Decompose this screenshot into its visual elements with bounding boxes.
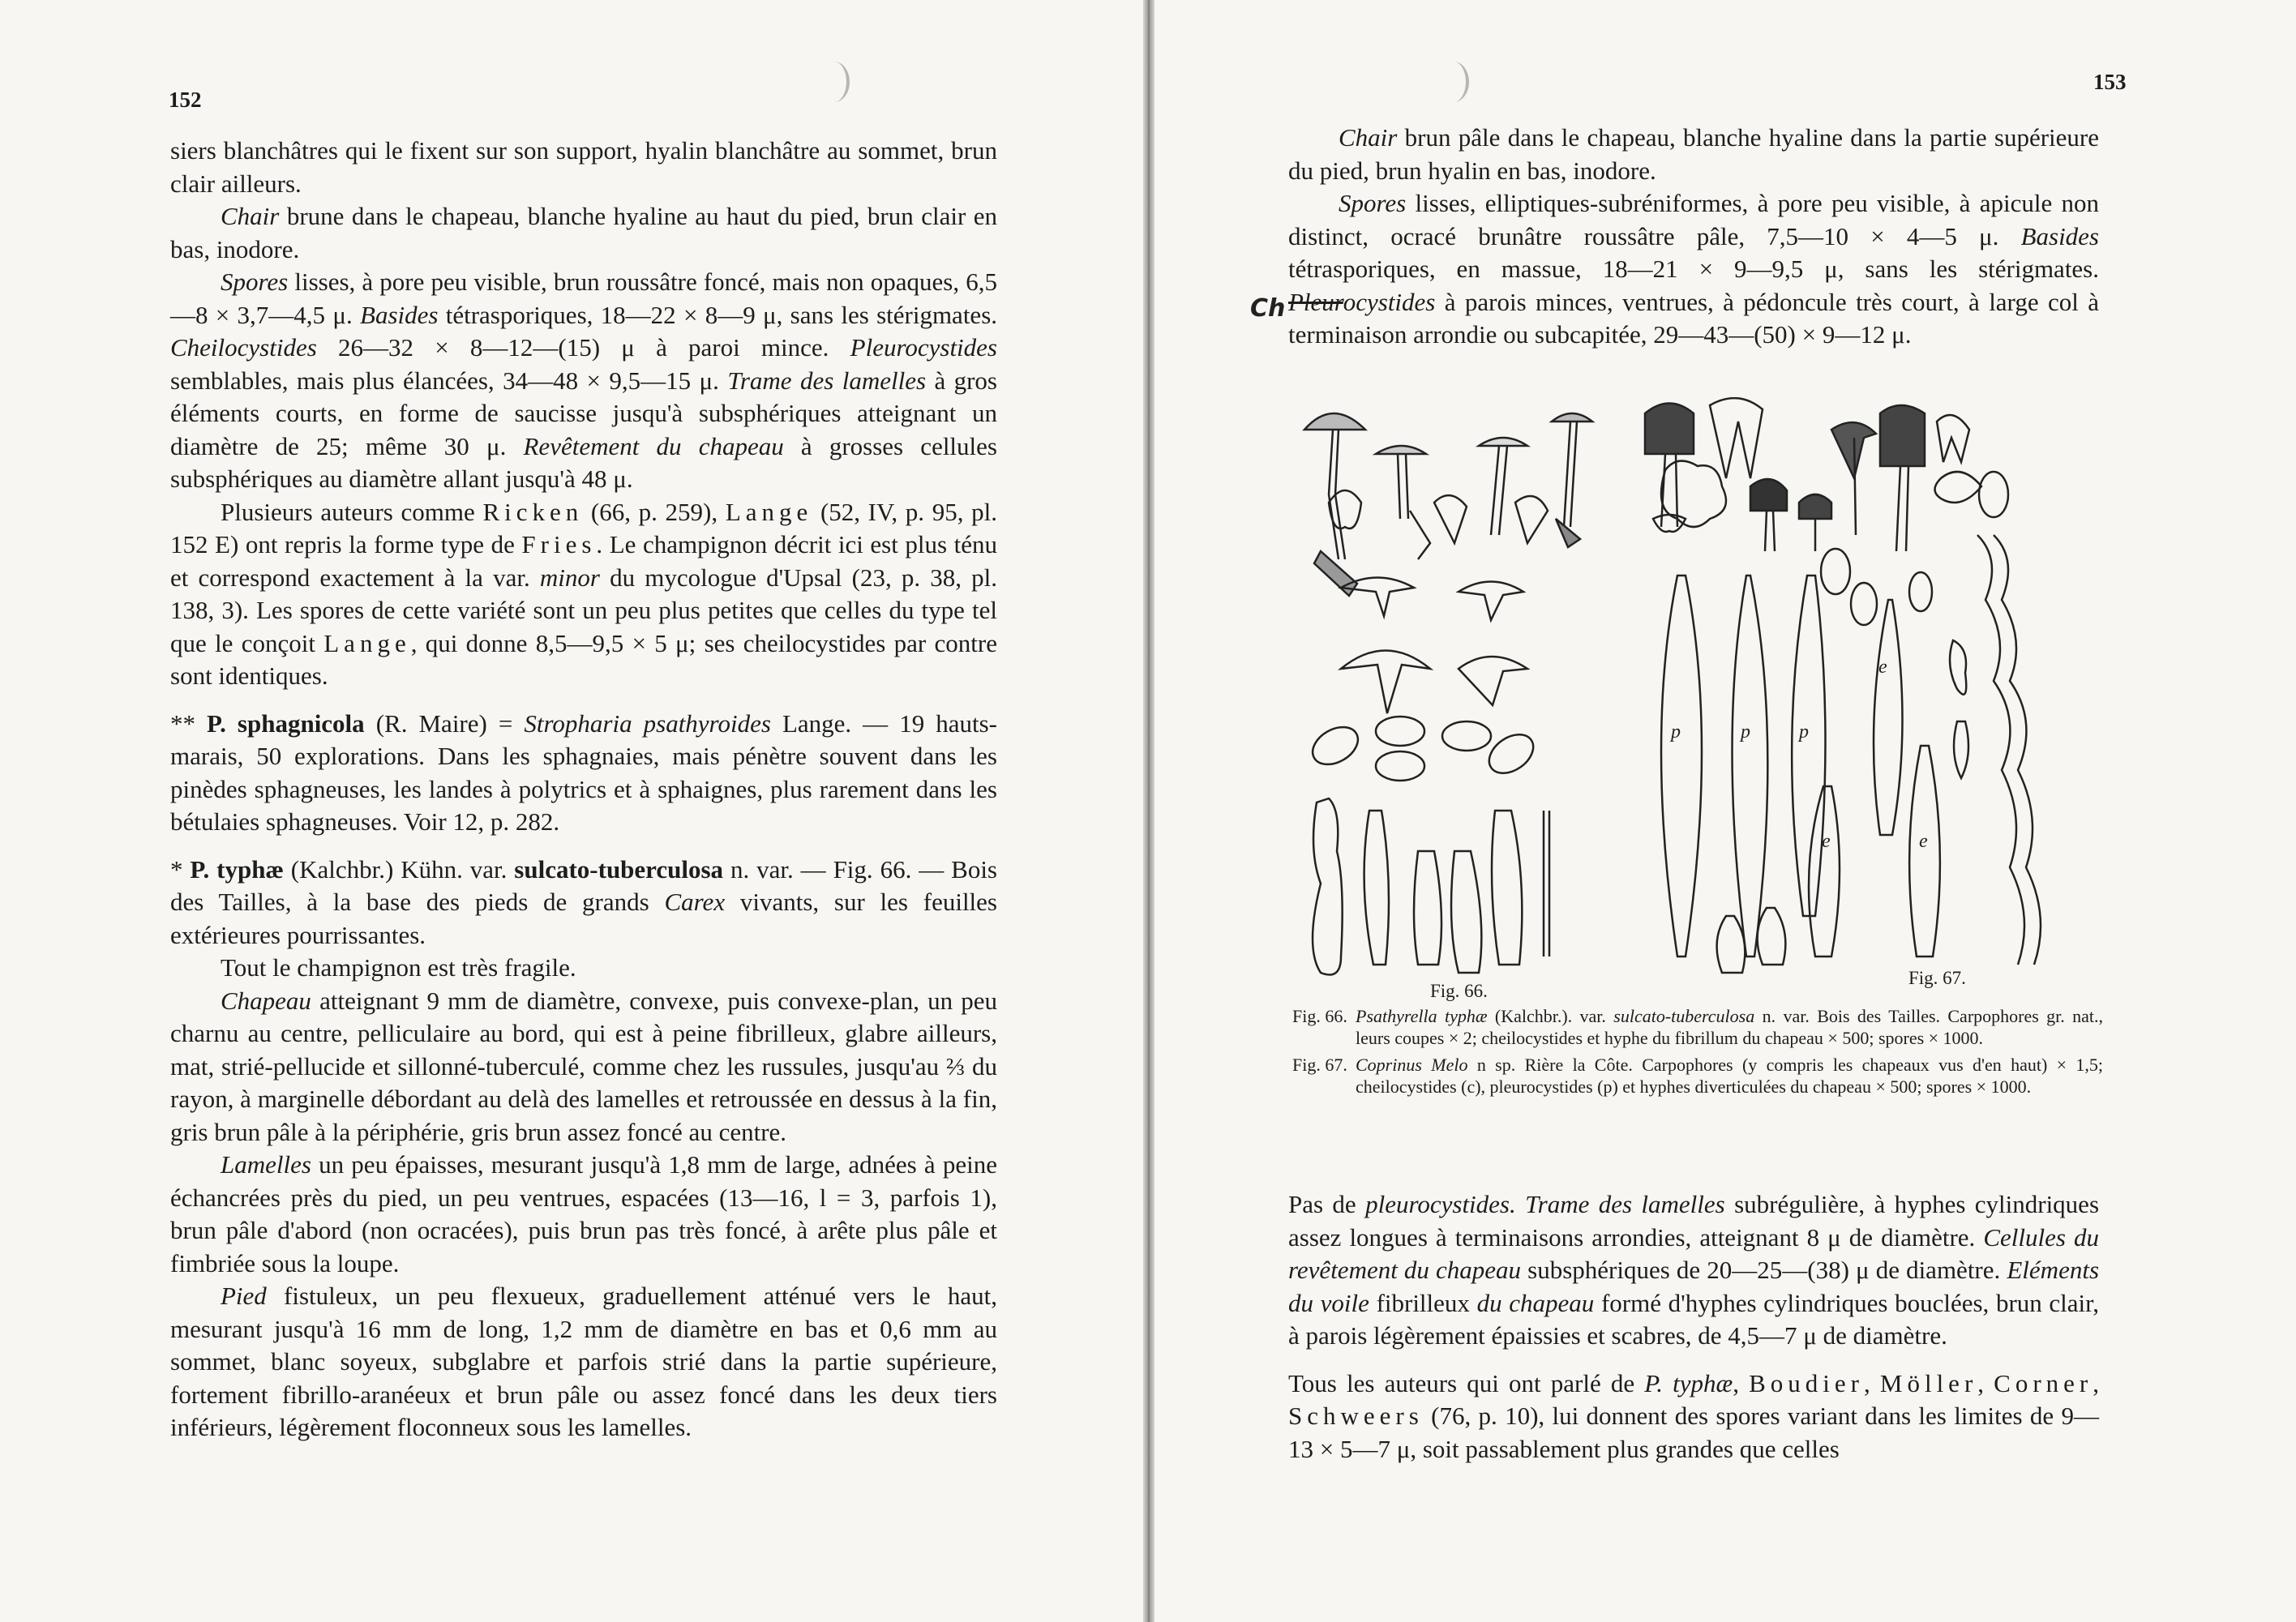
paragraph-authors: Tous les auteurs qui ont parlé de P. typhæ, Boudier, Möller, Corner, Schweers (76, p. 10), lui donnent des spores variant dans les limites de 9—13 × 5—7 μ, soit passablement plus grandes que celles	[1288, 1368, 2100, 1463]
paragraph: siers blanchâtres qui le fixent sur son support, hyalin blanchâtre au sommet, brun clair ailleurs.	[170, 136, 997, 198]
caption-fig-67	[1292, 1054, 2103, 1098]
spore-drawing	[1306, 717, 1540, 781]
cystidium-mark: e	[1919, 831, 1928, 852]
paragraph-chair: Chair brun pâle dans le chapeau, blanche hyaline dans la partie supérieure du pied, brun hyalin en bas, inodore.	[1288, 123, 2099, 185]
pleurocystidia-drawing	[1661, 576, 1940, 973]
paragraph-spores: Spores lisses, à pore peu visible, brun roussâtre foncé, mais non opaques, 6,5—8 × 3,7—4,5 μ. Basides tétrasporiques, 18—22 × 8—9 μ, sans les stérigmates. Cheilocystides 26—32 × 8—12—(15) μ à paroi mince. Pleurocystides semblables, mais plus élancées, 34—48 × 9,5—15 μ. Trame des lamelles à gros éléments courts, en forme de saucisse jusqu'à subsphériques atteignant un diamètre de 25; même 30 μ. Revêtement du chapeau à grosses cellules subsphériques au diamètre allant jusqu'à 48 μ.	[170, 267, 998, 493]
figure-plate	[1296, 397, 2095, 993]
mushroom-drawing	[1552, 413, 1592, 547]
right-body-text-bottom	[1288, 1188, 2099, 1466]
cystidium-mark: p	[1671, 721, 1681, 743]
cap-top-drawing	[1661, 461, 1726, 527]
right-page	[1154, 0, 2296, 1622]
paragraph-typhae: * P. typhæ (Kalchbr.) Kühn. var. sulcato-tuberculosa n. var. — Fig. 66. — Bois des Tailles, à la base des pieds de grands Carex vivants, sur les feuilles extérieures pourrissantes.	[170, 854, 997, 949]
page-number: 152	[169, 88, 202, 112]
cystidium-mark: p	[1741, 721, 1750, 743]
punch-hole	[819, 62, 850, 102]
coprinus-drawing	[1710, 398, 1876, 535]
paragraph-pleurocystides: Pas de pleurocystides. Trame des lamelles subrégulière, à hyphes cylindriques assez longues à terminaisons arrondies, atteignant 8 μ de diamètre. Cellules du revêtement du chapeau subsphériques de 20—25—(38) μ de diamètre. Eléments du voile fibrilleux du chapeau formé d'hyphes cylindriques bouclées, brun clair, à parois légèrement épaissies et scabres, de 4,5—7 μ de diamètre.	[1288, 1190, 2100, 1350]
figure-label-67: Fig. 67.	[1908, 968, 1966, 988]
caption-number: Fig. 66.	[1292, 1006, 1347, 1026]
paragraph-authors: Plusieurs auteurs comme Ricken (66, p. 259), Lange (52, IV, p. 95, pl. 152 E) ont repris la forme type de Fries. Le champignon décrit ici est plus ténu et correspond exactement à la var. minor du mycologue d'Upsal (23, p. 38, pl. 138, 3). Les spores de cette variété sont un peu plus petites que celles du type tel que le conçoit Lange, qui donne 8,5—9,5 × 5 μ; ses cheilocystides par contre sont identiques.	[170, 497, 997, 690]
book-gutter	[1143, 0, 1154, 1622]
right-body-text-top	[1288, 122, 2099, 352]
caption-text: Psathyrella typhæ (Kalchbr.). var. sulcato-tuberculosa n. var. Bois des Tailles. Carpophores gr. nat., leurs coupes × 2; cheilocystides et hyphe du fibrillum du chapeau × 500; spores × 1000.	[1356, 1006, 2104, 1048]
coprinus-drawing	[1645, 404, 1694, 533]
figure-captions	[1292, 1005, 2103, 1102]
paragraph-pied: Pied fistuleux, un peu flexueux, graduellement atténué vers le haut, mesurant jusqu'à 16 mm de long, 1,2 mm de diamètre en bas et 0,6 mm au sommet, blanc soyeux, subglabre et parfois strié dans la partie supérieure, fortement fibrillo-aranéeux et brun pâle ou assez foncé dans les deux tiers inférieurs, légèrement floconneux sous les lamelles.	[170, 1282, 997, 1441]
page-number: 153	[2093, 70, 2127, 94]
punch-hole	[1438, 62, 1469, 102]
paragraph-lamelles: Lamelles un peu épaisses, mesurant jusqu'à 1,8 mm de large, adnées à peine échancrées près du pied, un peu ventrues, espacées (13—16, l = 3, parfois 1), brun pâle d'abord (non ocracées), puis brun pas très foncé, à arête plus pâle et fimbriée sous la loupe.	[170, 1150, 997, 1277]
paragraph-chapeau: Chapeau atteignant 9 mm de diamètre, convexe, puis convexe-plan, un peu charnu au centre, pelliculaire au bord, qui est à peine fibrilleux, glabre ailleurs, mat, strié-pellucide et sillonné-tuberculé, comme chez les russules, jusqu'au ⅔ du rayon, à marginelle débordant au delà des lamelles et retroussée en dessus à la fin, gris brun pâle à la périphérie, gris brun assez foncé au centre.	[170, 986, 997, 1146]
paragraph-chair: Chair brune dans le chapeau, blanche hyaline au haut du pied, brun clair en bas, inodore.	[170, 202, 997, 263]
paragraph-spores: Spores lisses, elliptiques-subréniformes, à pore peu visible, à apicule non distinct, ocracé brunâtre roussâtre pâle, 7,5—10 × 4—5 μ. Basides tétrasporiques, en massue, 18—21 × 9—9,5 μ, sans les stérigmates. Pleurocystides à parois minces, ventrues, à pédoncule très court, à large col à terminaison arrondie ou subcapitée, 29—43—(50) × 9—12 μ.	[1288, 189, 2099, 349]
cystidium-mark: e	[1878, 657, 1887, 678]
mushroom-drawing	[1304, 413, 1365, 596]
cystidium-mark: p	[1799, 721, 1809, 743]
hyphae-drawing	[1950, 535, 2041, 965]
left-body-text	[170, 135, 997, 1444]
paragraph: Tout le champignon est très fragile.	[221, 953, 576, 982]
handwritten-annotation: Ch	[1250, 294, 1286, 323]
struck-text: Pleur	[1288, 287, 1343, 316]
cheilocystidia-drawing	[1313, 798, 1549, 975]
term-chair: Chair	[221, 202, 280, 230]
coprinus-drawing	[1750, 405, 2008, 551]
cystidium-mark: e	[1822, 831, 1831, 852]
figure-label-66: Fig. 66.	[1430, 981, 1488, 1001]
mushroom-section-drawing	[1329, 490, 1548, 543]
caption-text: Coprinus Melo n sp. Rière la Côte. Carpophores (y compris les chapeaux vus d'en haut) × 1,5; cheilocystides (c), pleurocystides (p) et hyphes diverticulées du chapeau × 500; spores × 1000.	[1356, 1055, 2103, 1097]
left-page	[0, 0, 1143, 1622]
caption-fig-66	[1292, 1005, 2103, 1049]
spore-drawing	[1821, 549, 1932, 625]
mushroom-drawing	[1376, 446, 1430, 559]
caption-number: Fig. 67.	[1292, 1055, 1347, 1075]
paragraph-sphagnicola: ** P. sphagnicola (R. Maire) = Stropharia psathyroides Lange. — 19 hauts-marais, 50 explorations. Dans les sphagnaies, mais pénètre souvent dans les pinèdes sphagneuses, les landes à polytrics et à sphaignes, plus rarement dans les bétulaies sphagneuses. Voir 12, p. 282.	[170, 708, 998, 836]
cap-section-drawing	[1341, 578, 1527, 714]
